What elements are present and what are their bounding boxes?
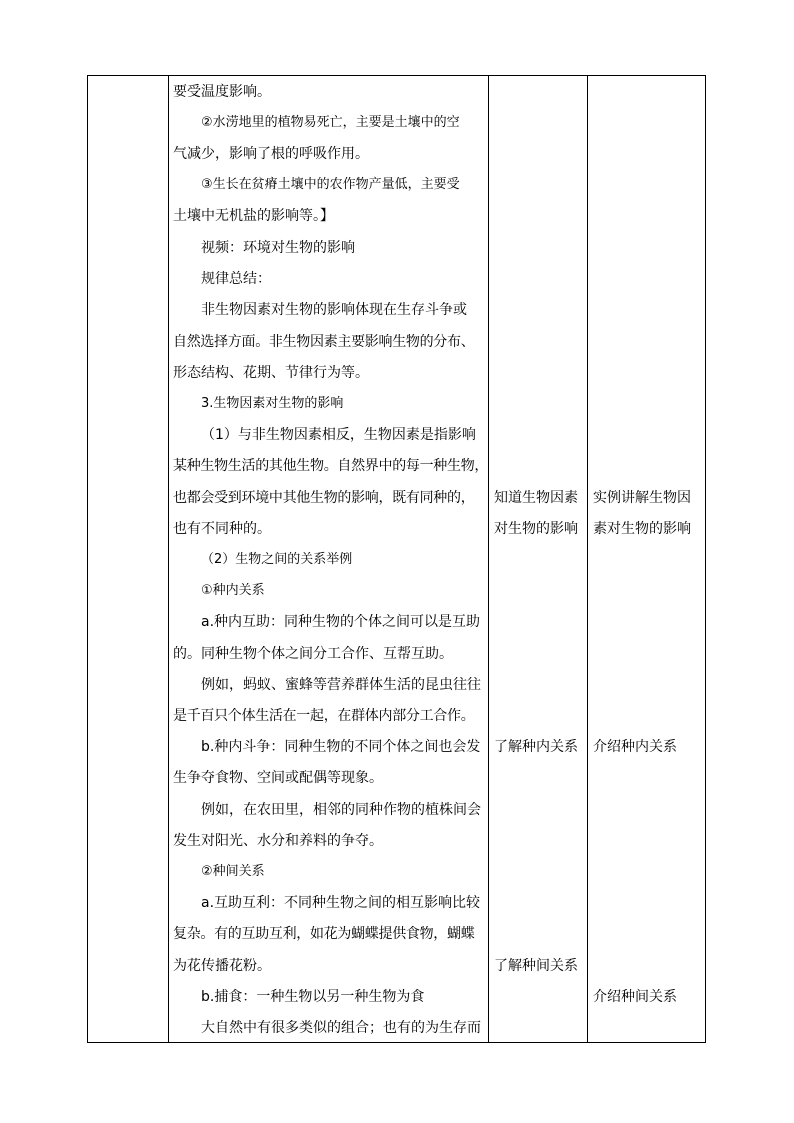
column-divider — [587, 76, 588, 1042]
content-line: a.互助互利：不同种生物之间的相互影响比较 — [201, 895, 481, 911]
content-line: ②水涝地里的植物易死亡，主要是土壤中的空 — [201, 115, 460, 130]
content-line: 大自然中有很多类似的组合；也有的为生存而 — [201, 1020, 481, 1036]
content-line: （1）与非生物因素相反，生物因素是指影响 — [201, 427, 476, 443]
content-line: 非生物因素对生物的影响体现在生存斗争或 — [201, 302, 467, 318]
content-line: ①种内关系 — [201, 583, 265, 598]
content-line: ②种间关系 — [201, 864, 265, 879]
content-line: 生争夺食物、空间或配偶等现象。 — [173, 770, 383, 786]
goal-text: 对生物的影响 — [494, 521, 578, 537]
content-line: 是千百只个体生活在一起，在群体内部分工合作。 — [173, 708, 475, 724]
content-line: 发生对阳光、水分和养料的争夺。 — [173, 833, 383, 849]
content-line: ③生长在贫瘠土壤中的农作物产量低，主要受 — [201, 177, 460, 192]
method-text: 介绍种间关系 — [593, 989, 677, 1005]
column-divider — [488, 76, 489, 1042]
content-line: b.种内斗争：同种生物的不同个体之间也会发 — [201, 739, 481, 755]
content-line: 也有不同种的。 — [173, 521, 271, 537]
goal-text: 了解种间关系 — [494, 958, 578, 974]
content-line: 视频：环境对生物的影响 — [201, 240, 355, 256]
method-text: 实例讲解生物因 — [593, 490, 691, 506]
content-line: 气减少，影响了根的呼吸作用。 — [173, 146, 369, 162]
content-line: 复杂。有的互助互利，如花为蝴蝶提供食物，蝴蝶 — [173, 926, 475, 942]
content-line: 例如，在农田里，相邻的同种作物的植株间会 — [201, 802, 481, 818]
content-line: 的。同种生物个体之间分工合作、互帮互助。 — [173, 646, 453, 662]
content-line: 也都会受到环境中其他生物的影响，既有同种的， — [173, 490, 475, 506]
content-line: a.种内互助：同种生物的个体之间可以是互助 — [201, 614, 481, 630]
goal-text: 了解种内关系 — [494, 739, 578, 755]
content-line: 3.生物因素对生物的影响 — [201, 396, 344, 411]
content-line: 形态结构、花期、节律行为等。 — [173, 365, 369, 381]
method-text: 素对生物的影响 — [593, 521, 691, 537]
method-text: 介绍种内关系 — [593, 739, 677, 755]
content-line: （2）生物之间的关系举例 — [201, 552, 353, 567]
content-line: 土壤中无机盐的影响等。】 — [173, 208, 334, 224]
content-line: 为花传播花粉。 — [173, 958, 271, 974]
content-line: 自然选择方面。非生物因素主要影响生物的分布、 — [173, 334, 475, 350]
column-divider — [168, 76, 169, 1042]
content-line: 规律总结： — [201, 271, 271, 287]
content-line: 某种生物生活的其他生物。自然界中的每一种生物， — [173, 458, 489, 474]
content-line: 要受温度影响。 — [173, 84, 271, 100]
goal-text: 知道生物因素 — [494, 490, 578, 506]
content-line: b.捕食：一种生物以另一种生物为食 — [201, 989, 425, 1005]
content-line: 例如，蚂蚁、蜜蜂等营养群体生活的昆虫往往 — [201, 677, 481, 693]
